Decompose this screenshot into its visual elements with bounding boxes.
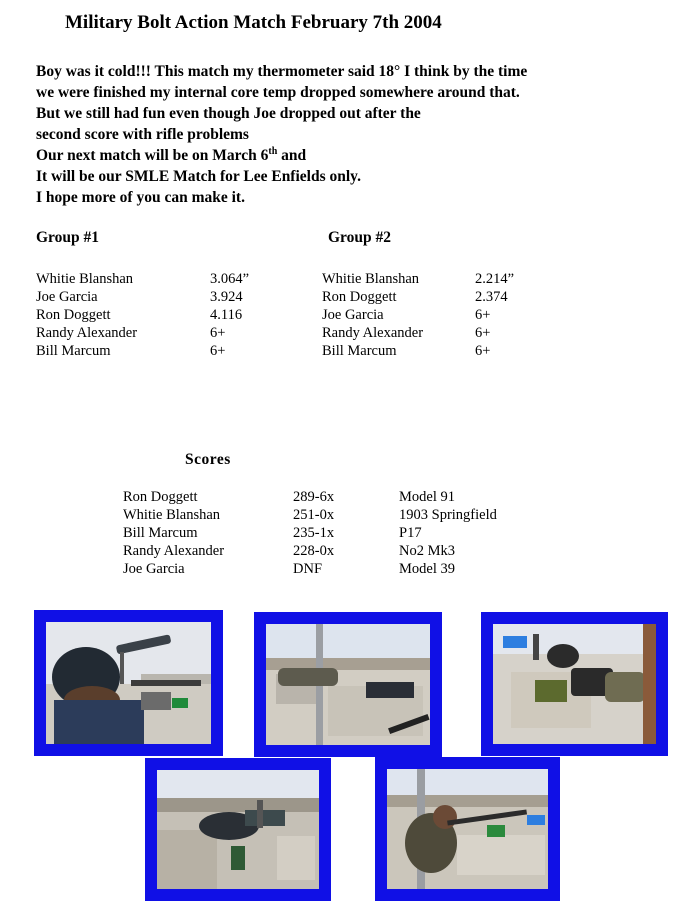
rifle-model: P17 xyxy=(399,525,422,541)
intro-line-6: It will be our SMLE Match for Lee Enfields only. xyxy=(36,168,361,185)
match-score: DNF xyxy=(293,561,323,577)
match-photo-2 xyxy=(254,612,442,757)
rifle-model: No2 Mk3 xyxy=(399,543,455,559)
photo-seated-shooter xyxy=(387,769,548,889)
group-size: 6+ xyxy=(475,307,491,323)
group-size: 6+ xyxy=(475,325,491,341)
intro-line-3: But we still had fun even though Joe dropped out after the xyxy=(36,105,421,122)
group-size: 6+ xyxy=(210,325,226,341)
page-title: Military Bolt Action Match February 7th 2004 xyxy=(65,12,442,33)
match-photo-3 xyxy=(481,612,668,756)
shooter-name: Whitie Blanshan xyxy=(322,271,420,287)
intro-line-2: we were finished my internal core temp dropped somewhere around that. xyxy=(36,84,520,101)
group-size: 6+ xyxy=(475,343,491,359)
shooter-name: Ron Doggett xyxy=(36,307,111,323)
match-score: 228-0x xyxy=(293,543,335,559)
shooter-name: Bill Marcum xyxy=(322,343,397,359)
intro-line-4: second score with rifle problems xyxy=(36,126,249,143)
match-score: 251-0x xyxy=(293,507,335,523)
shooter-name: Joe Garcia xyxy=(36,289,98,305)
group1-heading: Group #1 xyxy=(36,229,100,246)
shooter-name: Ron Doggett xyxy=(123,489,198,505)
match-photo-5 xyxy=(375,757,560,901)
shooter-name: Bill Marcum xyxy=(123,525,198,541)
photo-shooter-with-scope xyxy=(46,622,211,744)
shooter-name: Randy Alexander xyxy=(36,325,138,341)
photo-bench-ammo-can xyxy=(493,624,656,744)
group-size: 2.214” xyxy=(475,271,515,287)
next-match-text: Our next match will be on March 6 xyxy=(36,147,269,164)
photo-shooter-at-bench xyxy=(157,770,319,889)
photo-shooting-bench xyxy=(266,624,430,745)
match-photo-1 xyxy=(34,610,223,756)
rifle-model: 1903 Springfield xyxy=(399,507,497,523)
group-size: 6+ xyxy=(210,343,226,359)
match-score: 235-1x xyxy=(293,525,335,541)
intro-paragraph xyxy=(36,61,527,208)
group-size: 2.374 xyxy=(475,289,508,305)
group-size: 3.064” xyxy=(210,271,250,287)
shooter-name: Whitie Blanshan xyxy=(36,271,134,287)
shooter-name: Ron Doggett xyxy=(322,289,397,305)
group-size: 3.924 xyxy=(210,289,243,305)
scores-heading: Scores xyxy=(185,451,231,468)
shooter-name: Randy Alexander xyxy=(322,325,424,341)
shooter-name: Bill Marcum xyxy=(36,343,111,359)
shooter-name: Randy Alexander xyxy=(123,543,225,559)
match-photo-4 xyxy=(145,758,331,901)
shooter-name: Joe Garcia xyxy=(322,307,384,323)
shooter-name: Whitie Blanshan xyxy=(123,507,221,523)
rifle-model: Model 91 xyxy=(399,489,455,505)
shooter-name: Joe Garcia xyxy=(123,561,185,577)
intro-line-7: I hope more of you can make it. xyxy=(36,189,245,206)
match-score: 289-6x xyxy=(293,489,335,505)
intro-line-1: Boy was it cold!!! This match my thermometer said 18° I think by the time xyxy=(36,63,528,80)
intro-line-5 xyxy=(36,145,527,166)
ordinal-suffix: th xyxy=(268,145,278,157)
rifle-model: Model 39 xyxy=(399,561,455,577)
next-match-and: and xyxy=(277,147,307,164)
group2-heading: Group #2 xyxy=(328,229,392,246)
group-size: 4.116 xyxy=(210,307,243,323)
